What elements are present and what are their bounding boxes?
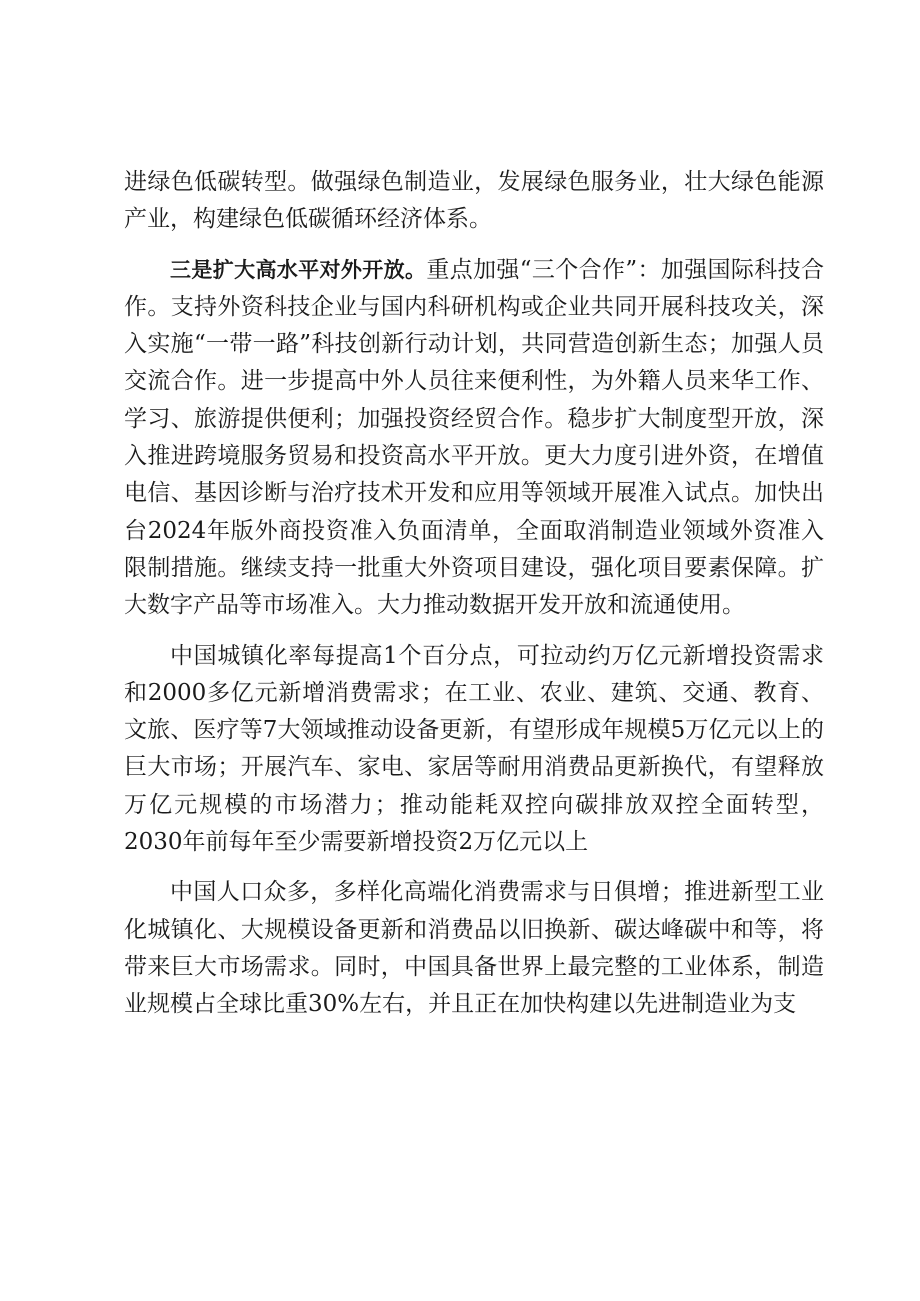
paragraph-green-transition: 进绿色低碳转型。做强绿色制造业，发展绿色服务业，壮大绿色能源产业，构建绿色低碳循环经济体系。 — [124, 169, 824, 233]
paragraph-opening-up-body: 重点加强“三个合作”：加强国际科技合作。支持外资科技企业与国内科研机构或企业共同开展科技攻关，深入实施“一带一路”科技创新行动计划，共同营造创新生态；加强人员交流合作。进一步提高中外人员往来便利性，为外籍人员来华工作、学习、旅游提供便利；加强投资经贸合作。稳步扩大制度型开放，深入推进跨境服务贸易和投资高水平开放。更大力度引进外资，在增值电信、基因诊断与治疗技术开发和应用等领域开展准入试点。加快出台2024年版外商投资准入负面清单，全面取消制造业领域外资准入限制措施。继续支持一批重大外资项目建设，强化项目要素保障。扩大数字产品等市场准入。大力推动数据开发开放和流通使用。 — [124, 256, 824, 619]
paragraph-opening-up — [124, 252, 824, 625]
paragraph-urbanization: 中国城镇化率每提高1个百分点，可拉动约万亿元新增投资需求和2000多亿元新增消费需求；在工业、农业、建筑、交通、教育、文旅、医疗等7大领域推动设备更新，有望形成年规模5万亿元以上的巨大市场；开展汽车、家电、家居等耐用消费品更新换代，有望释放万亿元规模的市场潜力；推动能耗双控向碳排放双控全面转型，2030年前每年至少需要新增投资2万亿元以上 — [124, 642, 824, 856]
paragraph-lead-heading: 三是扩大高水平对外开放。 — [170, 257, 427, 282]
paragraph-population-market: 中国人口众多，多样化高端化消费需求与日俱增；推进新型工业化城镇化、大规模设备更新和消费品以旧换新、碳达峰碳中和等，将带来巨大市场需求。同时，中国具备世界上最完整的工业体系，制造业规模占全球比重30%左右，并且正在加快构建以先进制造业为支 — [124, 879, 824, 1018]
document-body — [124, 164, 824, 1037]
